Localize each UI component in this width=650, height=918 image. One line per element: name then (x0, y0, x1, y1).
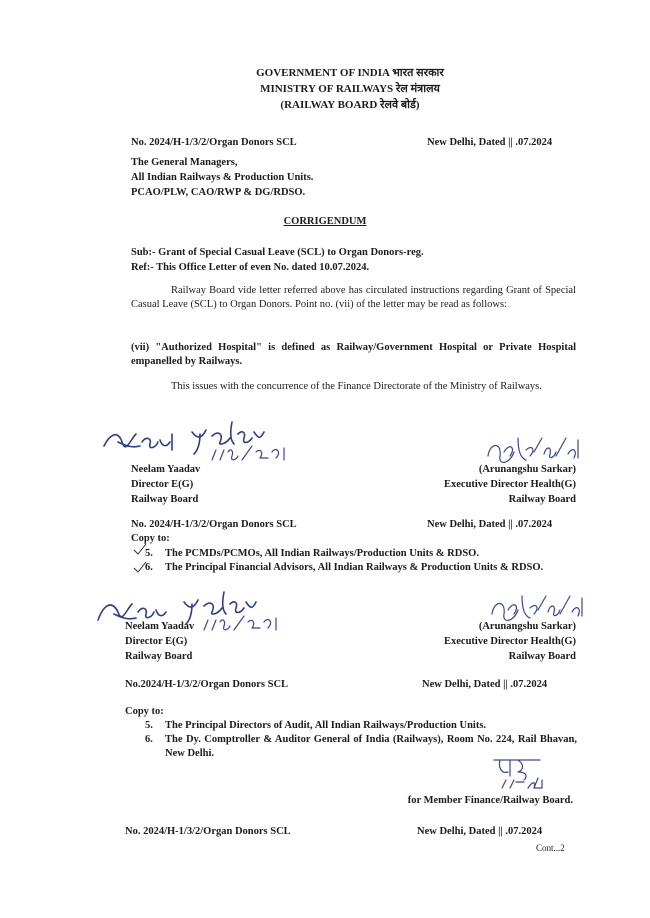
copy-item-text: The PCMDs/PCMOs, All Indian Railways/Production Units & RDSO. (165, 548, 479, 559)
signatory-office-right: Railway Board (508, 494, 576, 505)
subject-line: Sub:- Grant of Special Casual Leave (SCL) to Organ Donors-reg. (131, 247, 424, 258)
copy-to-heading: Copy to: (131, 533, 170, 544)
copy-letter-date: New Delhi, Dated || .07.2024 (427, 519, 553, 530)
signatory-office-right: Railway Board (508, 651, 576, 662)
copy-letter-number: No.2024/H-1/3/2/Organ Donors SCL (125, 679, 289, 690)
signatory-designation-left: Director E(G) (125, 636, 188, 647)
copy-item-number: 6. (145, 734, 153, 745)
copy-item-number: 6. (145, 562, 153, 573)
signatory-designation-right: Executive Director Health(G) (444, 636, 576, 647)
copy-letter-date: New Delhi, Dated || .07.2024 (422, 679, 548, 690)
addressee-line: All Indian Railways & Production Units. (131, 172, 314, 183)
continued-marker: Cont...2 (536, 843, 565, 853)
signatory-name-left: Neelam Yaadav (125, 621, 195, 632)
copy-item-text: The Principal Directors of Audit, All Indian Railways/Production Units. (165, 720, 487, 731)
signatory-designation-right: Executive Director Health(G) (444, 479, 576, 490)
signature-member-finance (488, 752, 558, 796)
header-railway-board: (RAILWAY BOARD रेलवे बोर्ड) (280, 99, 420, 111)
letter-date: New Delhi, Dated || .07.2024 (427, 137, 553, 148)
signatory-name-left: Neelam Yaadav (131, 464, 201, 475)
signatory-designation-left: Director E(G) (131, 479, 194, 490)
body-paragraph-1: Railway Board vide letter referred above has circulated instructions regarding Grant of Special Casual Leave (SCL) to Organ Donors. Point no. (vii) of the letter may be read as follows: (131, 285, 576, 310)
copy-item-number: 5. (145, 548, 153, 559)
body-paragraph-2: This issues with the concurrence of the Finance Directorate of the Ministry of Railways. (171, 381, 542, 392)
header-ministry: MINISTRY OF RAILWAYS रेल मंत्रालय (260, 83, 440, 95)
letter-date-bottom: New Delhi, Dated || .07.2024 (417, 826, 543, 837)
copy-letter-number: No. 2024/H-1/3/2/Organ Donors SCL (131, 519, 297, 530)
letter-number-bottom: No. 2024/H-1/3/2/Organ Donors SCL (125, 826, 291, 837)
copy-item-text: The Dy. Comptroller & Auditor General of India (Railways), Room No. 224, Rail Bhavan, New Delhi. (165, 734, 577, 759)
signatory-name-right: (Arunangshu Sarkar) (478, 464, 576, 475)
copy-item-text: The Principal Financial Advisors, All Indian Railways & Production Units & RDSO. (165, 562, 544, 573)
header-government: GOVERNMENT OF INDIA भारत सरकार (256, 67, 444, 79)
letter-number: No. 2024/H-1/3/2/Organ Donors SCL (131, 137, 297, 148)
document-title: CORRIGENDUM (283, 216, 367, 227)
body-point-vii: (vii) "Authorized Hospital" is defined as Railway/Government Hospital or Private Hospital empanelled by Railways. (131, 342, 576, 367)
copy-to-heading: Copy to: (125, 706, 164, 717)
signatory-office-left: Railway Board (125, 651, 193, 662)
addressee-line: The General Managers, (131, 157, 238, 168)
reference-line: Ref:- This Office Letter of even No. dated 10.07.2024. (131, 262, 370, 273)
sign-off-line: for Member Finance/Railway Board. (407, 795, 573, 806)
signatory-office-left: Railway Board (131, 494, 199, 505)
signatory-name-right: (Arunangshu Sarkar) (478, 621, 576, 632)
copy-item-number: 5. (145, 720, 153, 731)
addressee-line: PCAO/PLW, CAO/RWP & DG/RDSO. (131, 187, 306, 198)
